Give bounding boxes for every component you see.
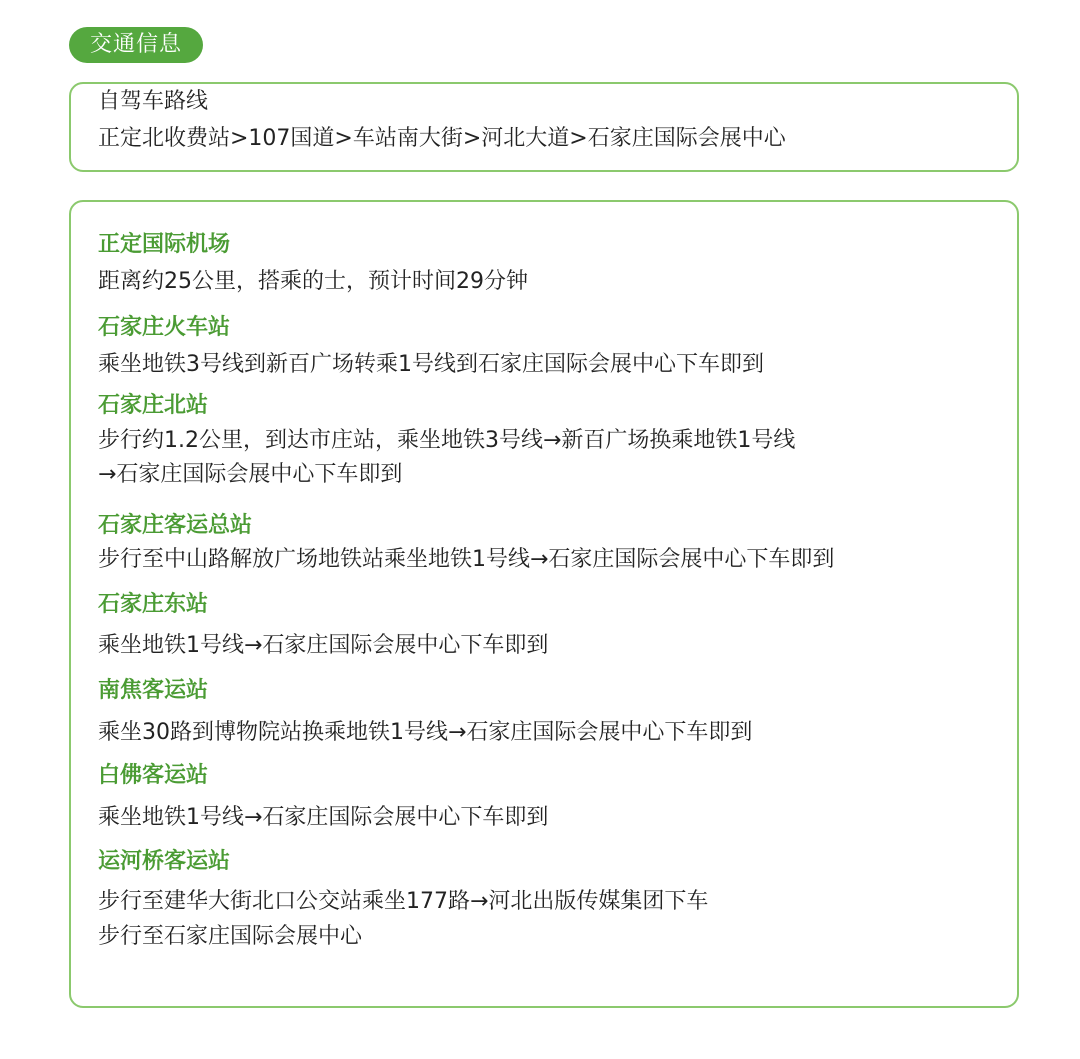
station-directions-sjz-railway: 乘坐地铁3号线到新百广场转乘1号线到石家庄国际会展中心下车即到 — [98, 352, 764, 377]
station-name-sjz-bus-terminal: 石家庄客运总站 — [98, 513, 253, 538]
station-directions-sjz-east: 乘坐地铁1号线→石家庄国际会展中心下车即到 — [98, 633, 549, 658]
station-name-nanjiao-bus: 南焦客运站 — [98, 678, 209, 703]
station-directions-yunheqiao-bus-2: 步行至石家庄国际会展中心 — [98, 924, 363, 949]
station-name-zhengding-airport: 正定国际机场 — [98, 232, 231, 257]
drive-title: 自驾车路线 — [98, 89, 209, 114]
station-name-sjz-railway: 石家庄火车站 — [98, 315, 231, 340]
station-name-sjz-north: 石家庄北站 — [98, 393, 209, 418]
station-name-sjz-east: 石家庄东站 — [98, 592, 209, 617]
station-directions-yunheqiao-bus-1: 步行至建华大街北口公交站乘坐177路→河北出版传媒集团下车 — [98, 889, 709, 914]
self-drive-route-box — [69, 82, 1019, 172]
station-directions-sjz-north-1: 步行约1.2公里，到达市庄站，乘坐地铁3号线→新百广场换乘地铁1号线 — [98, 428, 796, 453]
public-transit-box — [69, 200, 1019, 1008]
station-name-baifo-bus: 白佛客运站 — [98, 763, 209, 788]
station-name-yunheqiao-bus: 运河桥客运站 — [98, 849, 231, 874]
station-directions-nanjiao-bus: 乘坐30路到博物院站换乘地铁1号线→石家庄国际会展中心下车即到 — [98, 720, 753, 745]
drive-route: 正定北收费站>107国道>车站南大街>河北大道>石家庄国际会展中心 — [98, 126, 786, 151]
station-directions-baifo-bus: 乘坐地铁1号线→石家庄国际会展中心下车即到 — [98, 805, 549, 830]
station-directions-sjz-bus-terminal: 步行至中山路解放广场地铁站乘坐地铁1号线→石家庄国际会展中心下车即到 — [98, 547, 835, 572]
station-directions-sjz-north-2: →石家庄国际会展中心下车即到 — [98, 462, 403, 487]
section-tag-traffic-info: 交通信息 — [69, 27, 203, 63]
station-directions-zhengding-airport: 距离约25公里，搭乘的士，预计时间29分钟 — [98, 269, 528, 294]
